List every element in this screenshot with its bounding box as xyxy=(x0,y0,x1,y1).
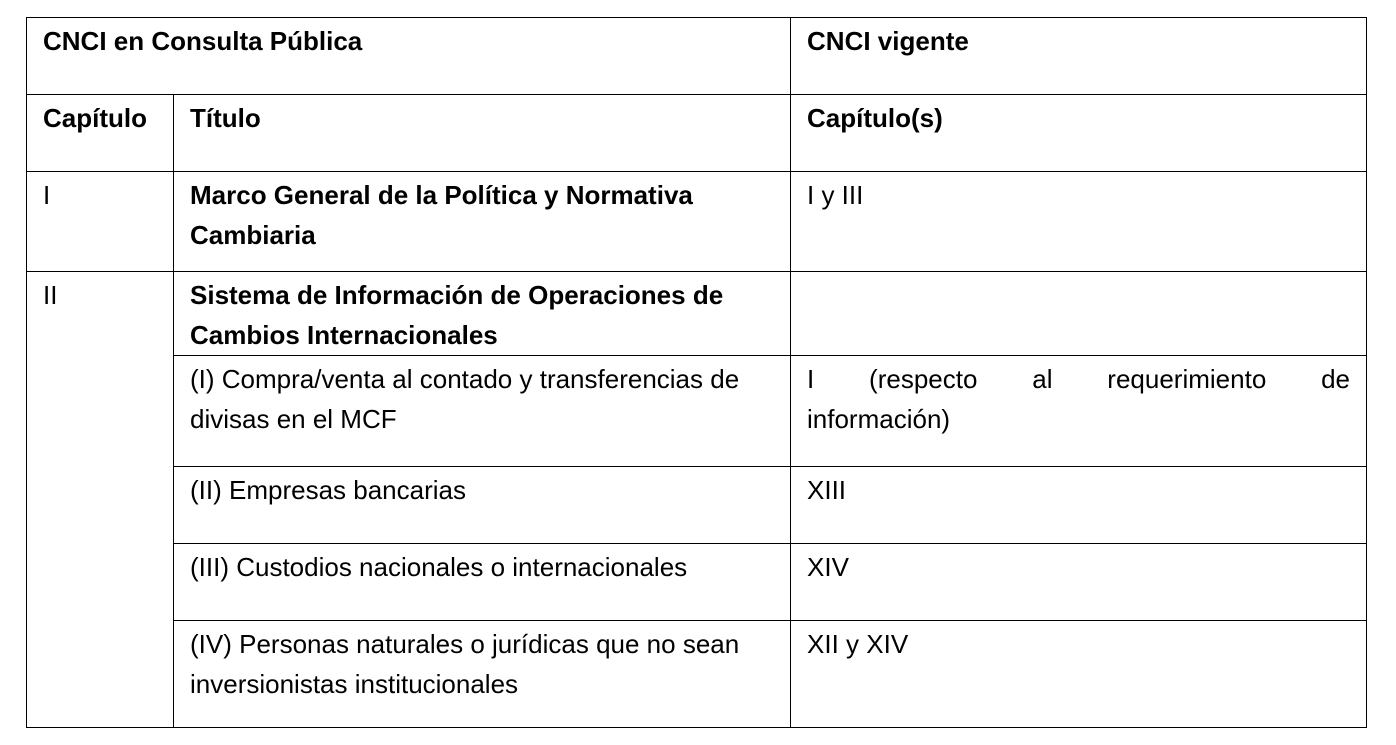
subrow-current-line2: información) xyxy=(807,404,951,434)
subheader-row xyxy=(27,95,1367,172)
row-chapter: I xyxy=(27,172,174,272)
table-row xyxy=(27,172,1367,272)
subrow-title: (II) Empresas bancarias xyxy=(174,467,791,544)
row-current: I y III xyxy=(791,172,1367,272)
subrow-current: XIII xyxy=(791,467,1367,544)
subrow-title: (III) Custodios nacionales o internacionales xyxy=(174,544,791,621)
row-current xyxy=(791,272,1367,356)
subheader-chapter: Capítulo xyxy=(27,95,174,172)
row-title: Sistema de Información de Operaciones de Cambios Internacionales xyxy=(174,272,791,356)
table-subrow xyxy=(27,356,1367,467)
subrow-current: XIV xyxy=(791,544,1367,621)
subrow-current: XII y XIV xyxy=(791,621,1367,728)
table-subrow xyxy=(27,467,1367,544)
row-title: Marco General de la Política y Normativa Cambiaria xyxy=(174,172,791,272)
table-row xyxy=(27,272,1367,356)
header-right-title: CNCI vigente xyxy=(791,18,1367,95)
subheader-title: Título xyxy=(174,95,791,172)
table-subrow xyxy=(27,621,1367,728)
subrow-current-line1: I (respecto al requerimiento de xyxy=(807,364,1351,394)
subrow-title: (I) Compra/venta al contado y transferencias de divisas en el MCF xyxy=(174,356,791,467)
header-row xyxy=(27,18,1367,95)
subheader-chapters-current: Capítulo(s) xyxy=(791,95,1367,172)
comparison-table xyxy=(26,17,1367,728)
header-left-title: CNCI en Consulta Pública xyxy=(27,18,791,95)
subrow-title: (IV) Personas naturales o jurídicas que no sean inversionistas institucionales xyxy=(174,621,791,728)
row-chapter: II xyxy=(27,272,174,728)
subrow-current xyxy=(791,356,1367,467)
table-subrow xyxy=(27,544,1367,621)
